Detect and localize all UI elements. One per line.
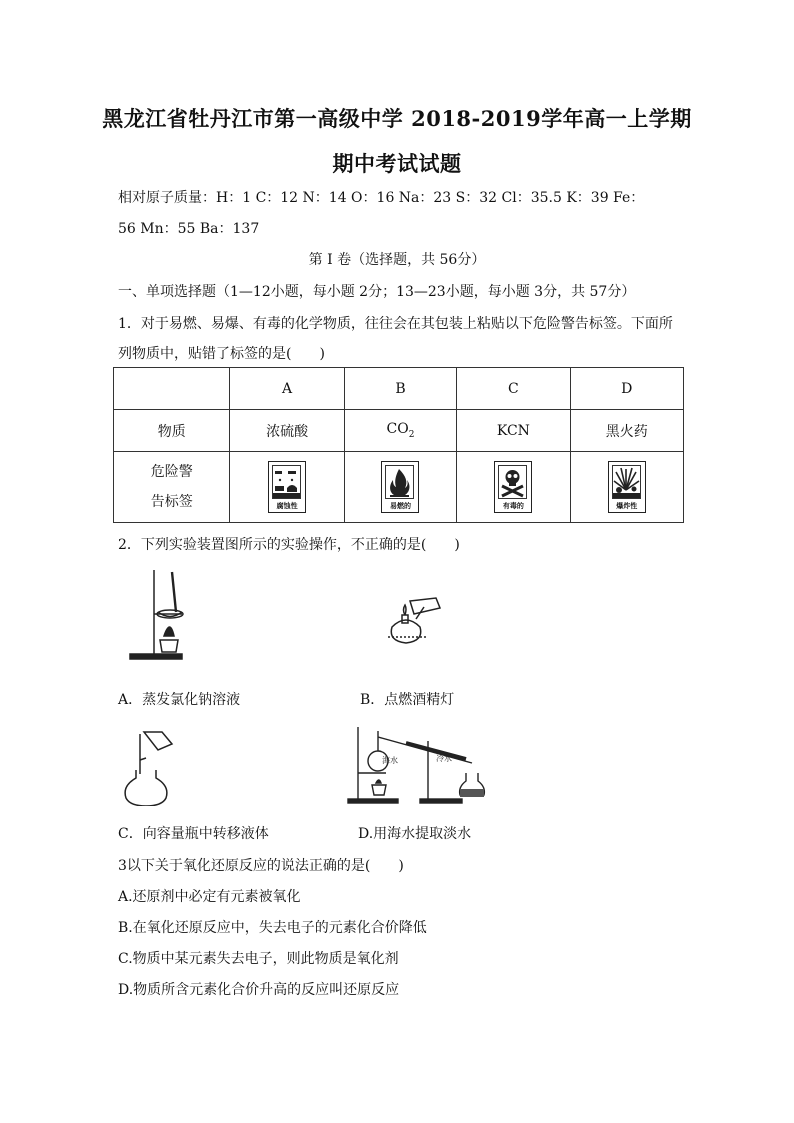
q3-option-c: C.物质中某元素失去电子，则此物质是氧化剂 <box>118 951 399 967</box>
q3-option-b: B.在氧化还原反应中，失去电子的元素化合价降低 <box>118 920 427 936</box>
atomic-mass-line-1: 相对原子质量：H：1 C：12 N：14 O：16 Na：23 S：32 Cl：35.5 K：39 Fe： <box>118 190 645 206</box>
substance-c: KCN <box>457 410 570 452</box>
substance-b: $CO_2$ <box>344 410 456 452</box>
seawater-label: 海水 <box>382 756 398 765</box>
q3-option-a: A.还原剂中必定有元素被氧化 <box>118 889 301 905</box>
label-caption-a: 腐蚀性 <box>276 502 298 510</box>
row-label-label: 危险警 告标签 <box>114 452 230 523</box>
hazard-label-table <box>113 367 684 523</box>
figure-evaporation <box>124 566 194 661</box>
q3-stem: 3以下关于氧化还原反应的说法正确的是( ) <box>118 858 404 874</box>
col-header-c: C <box>457 368 570 410</box>
label-caption-b: 易燃的 <box>389 502 411 510</box>
part1-heading: 第 I 卷（选择题，共 56分） <box>308 252 486 268</box>
option-a: A．蒸发氯化钠溶液 <box>118 692 241 708</box>
label-caption-c: 有毒的 <box>502 502 524 510</box>
q1-stem-line-2: 列物质中，贴错了标签的是( ) <box>118 346 325 362</box>
label-cell-d <box>570 452 683 523</box>
explosive-label <box>608 461 646 513</box>
q3-option-d: D.物质所含元素化合价升高的反应叫还原反应 <box>118 982 400 998</box>
corrosive-icon <box>272 465 301 499</box>
explosion-icon <box>612 465 641 499</box>
row-substance-label: 物质 <box>114 410 230 452</box>
option-c: C．向容量瓶中转移液体 <box>118 826 269 842</box>
atomic-mass-line-2: 56 Mn：55 Ba：137 <box>118 221 260 237</box>
substance-a: 浓硫酸 <box>230 410 344 452</box>
col-header-b: B <box>344 368 456 410</box>
table-corner <box>114 368 230 410</box>
flammable-label <box>381 461 419 513</box>
figure-lighting-lamp <box>380 597 450 645</box>
title-line-1: 黑龙江省牡丹江市第一高级中学 2018-2019学年高一上学期 <box>102 106 692 131</box>
label-caption-d: 爆炸性 <box>616 502 638 510</box>
label-cell-c <box>457 452 570 523</box>
skull-icon <box>498 465 527 499</box>
substance-d: 黑火药 <box>570 410 683 452</box>
col-header-d: D <box>570 368 683 410</box>
label-cell-b <box>344 452 456 523</box>
option-b: B．点燃酒精灯 <box>360 692 455 708</box>
flame-icon <box>385 465 414 499</box>
q1-stem-line-1: 1．对于易燃、易爆、有毒的化学物质，往往会在其包装上粘贴以下危险警告标签。下面所 <box>118 316 673 332</box>
co2-subscript: 2 <box>408 429 415 440</box>
cold-water-label: 冷水 <box>436 754 452 763</box>
figure-volumetric-flask <box>120 730 180 806</box>
section1-heading: 一、单项选择题（1—12小题，每小题 2分；13—23小题，每小题 3分，共 57分） <box>118 284 636 300</box>
figure-distillation <box>346 723 491 805</box>
col-header-a: A <box>230 368 344 410</box>
toxic-label <box>494 461 532 513</box>
title-line-2: 期中考试试题 <box>332 151 462 176</box>
corrosive-label <box>268 461 306 513</box>
label-cell-a <box>230 452 344 523</box>
option-d: D.用海水提取淡水 <box>358 826 472 842</box>
q2-stem: 2．下列实验装置图所示的实验操作，不正确的是( ) <box>118 537 460 553</box>
